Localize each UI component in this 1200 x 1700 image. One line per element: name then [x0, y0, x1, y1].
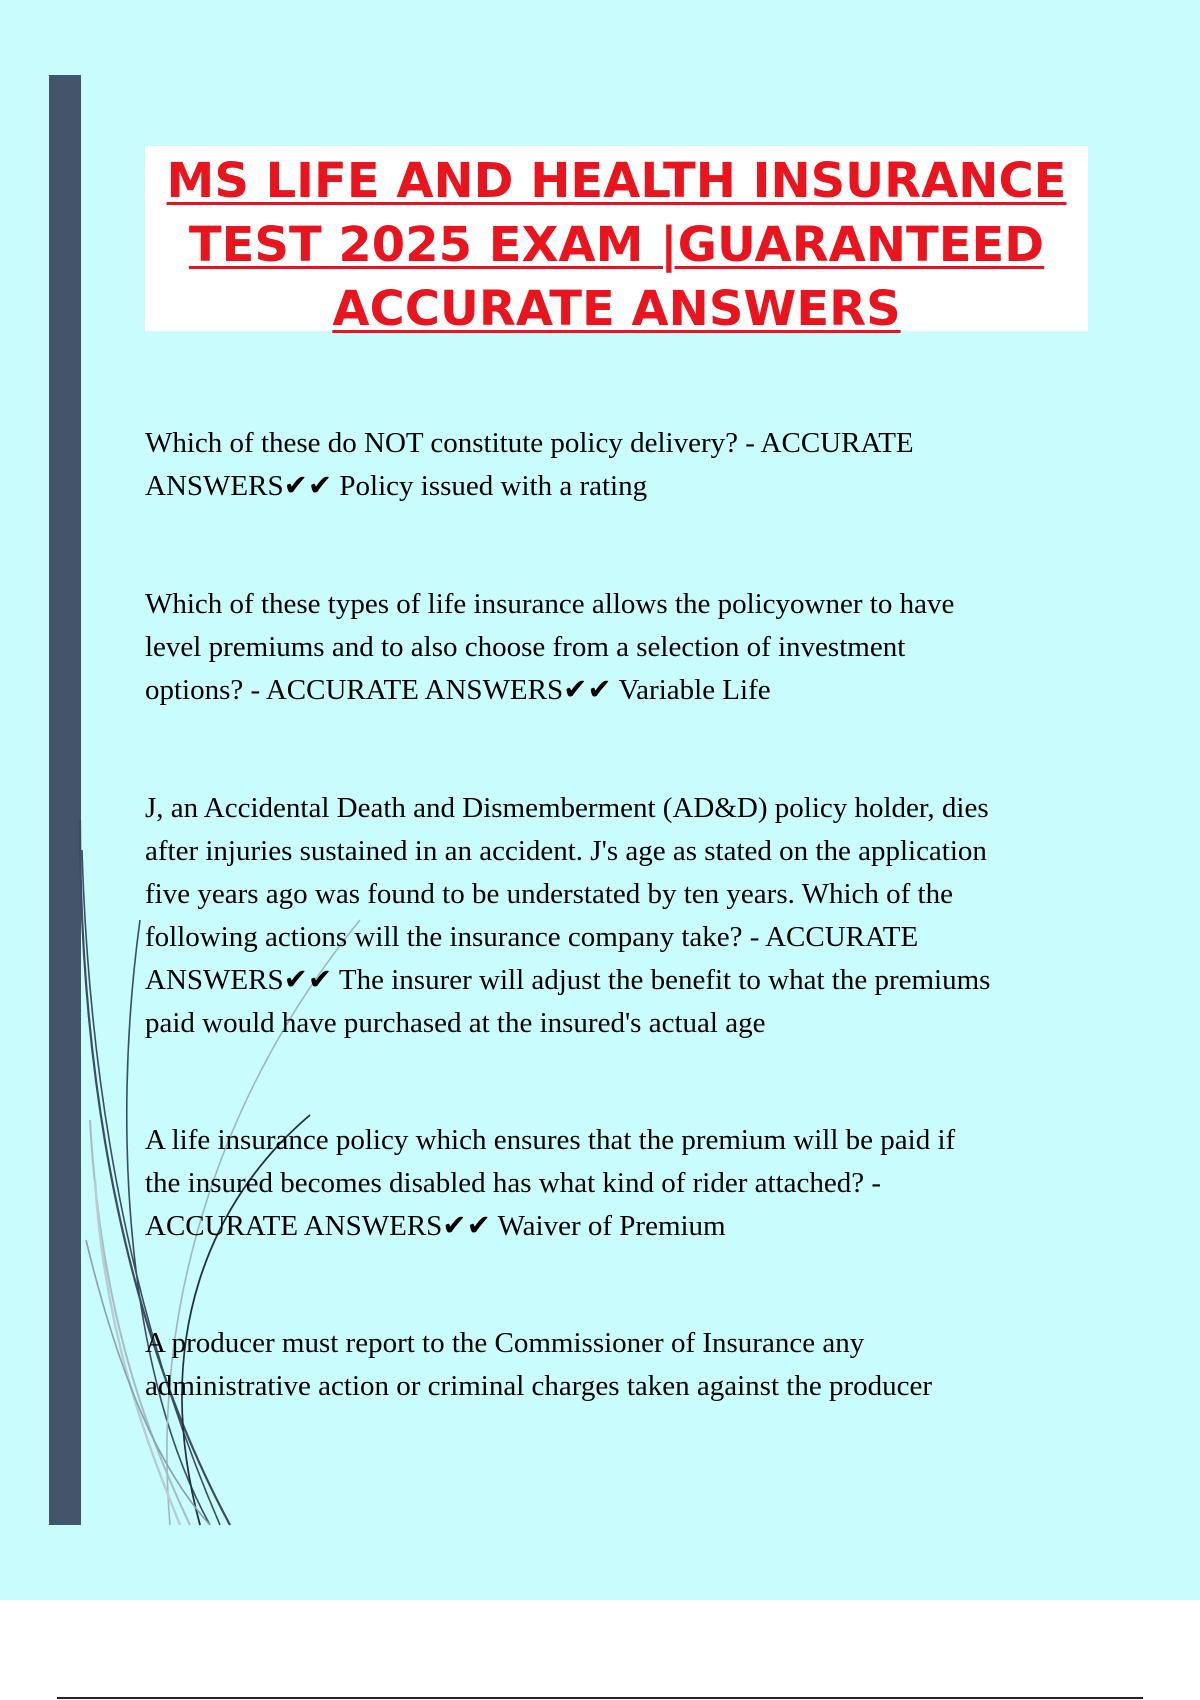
footer-rule [57, 1697, 1143, 1699]
qa-3-line-5: ANSWERS✔✔ The insurer will adjust the benefit to what the premiums [145, 964, 991, 996]
title-line-1: MS LIFE AND HEALTH INSURANCE [166, 153, 1067, 209]
qa-2-line-1: Which of these types of life insurance allows the policyowner to have [145, 588, 955, 620]
qa-item-3 [145, 787, 1105, 1045]
qa-3-line-2: after injuries sustained in an accident. J's age as stated on the application [145, 835, 987, 867]
qa-2-line-3: options? - ACCURATE ANSWERS✔✔ Variable Life [145, 674, 771, 706]
qa-3-line-6: paid would have purchased at the insured's actual age [145, 1007, 766, 1039]
qa-2-line-2: level premiums and to also choose from a selection of investment [145, 631, 906, 663]
qa-item-1 [145, 422, 1105, 508]
qa-1-line-2: ANSWERS✔✔ Policy issued with a rating [145, 470, 648, 502]
qa-item-4 [145, 1119, 1105, 1248]
qa-item-2 [145, 583, 1105, 712]
qa-1-line-1: Which of these do NOT constitute policy delivery? - ACCURATE [145, 427, 914, 459]
qa-4-line-2: the insured becomes disabled has what kind of rider attached? - [145, 1167, 882, 1199]
title-line-3: ACCURATE ANSWERS [332, 281, 901, 337]
qa-5-line-1: A producer must report to the Commissioner of Insurance any [145, 1327, 865, 1359]
qa-3-line-1: J, an Accidental Death and Dismemberment (AD&D) policy holder, dies [145, 792, 989, 824]
title-line-2: TEST 2025 EXAM |GUARANTEED [188, 217, 1045, 273]
qa-3-line-3: five years ago was found to be understated by ten years. Which of the [145, 878, 953, 910]
qa-3-line-4: following actions will the insurance company take? - ACCURATE [145, 921, 919, 953]
qa-item-5 [145, 1322, 1105, 1408]
qa-4-line-3: ACCURATE ANSWERS✔✔ Waiver of Premium [145, 1210, 726, 1242]
document-title [145, 146, 1088, 337]
qa-5-line-2: administrative action or criminal charges taken against the producer [145, 1370, 933, 1402]
qa-4-line-1: A life insurance policy which ensures that the premium will be paid if [145, 1124, 956, 1156]
